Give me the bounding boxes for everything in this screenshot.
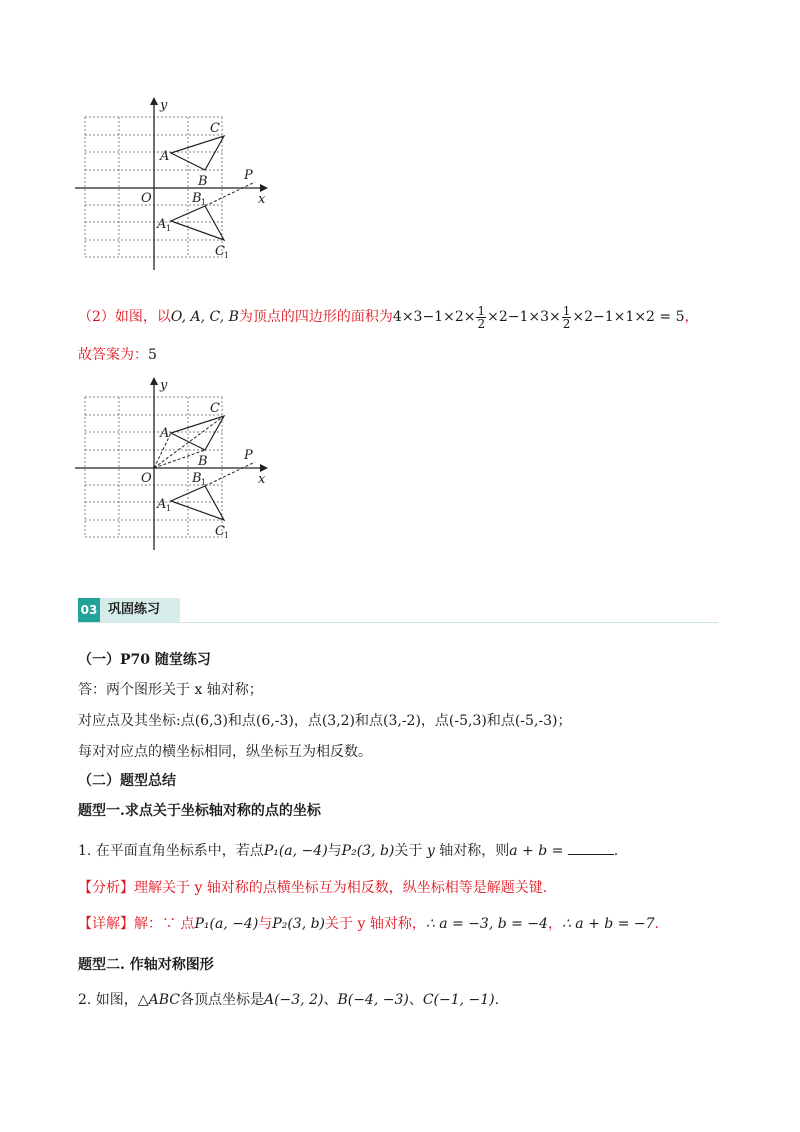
triangle-abc (171, 416, 224, 450)
q2-point-b: B(−4, −3) (337, 992, 409, 1008)
q2-point-c: C(−1, −1) (422, 992, 495, 1008)
detail-sym: 关于 y 轴对称， (325, 916, 426, 932)
question-1 (78, 840, 618, 861)
triangle-abc (171, 136, 224, 170)
coordinate-figure-1 (70, 95, 280, 275)
label-b1: B (192, 191, 202, 206)
expr-part-a: 4×3−1×2× (392, 309, 476, 325)
label-p: P (244, 448, 253, 463)
detail-point-p1: P₁(a, −4) (194, 916, 259, 932)
q1-and: 与 (327, 843, 342, 859)
q2-end: . (494, 992, 500, 1008)
q2-point-a: A(−3, 2) (263, 992, 324, 1008)
sub-b1: 1 (201, 478, 207, 487)
triangle-a1b1c1 (171, 486, 224, 520)
frac-den: 2 (477, 316, 486, 331)
label-a: A (160, 149, 170, 164)
type-1-heading: 题型一.求点关于坐标轴对称的点的坐标 (78, 803, 321, 819)
q2-mid: 各顶点坐标是 (179, 992, 264, 1008)
coordinate-figure-2 (70, 375, 280, 555)
answer-2-middle: 为顶点的四边形的面积为 (238, 309, 393, 325)
axes (75, 103, 260, 270)
answer-2-expr (392, 303, 685, 331)
frac-num: 1 (477, 303, 486, 318)
part-1-line-3: 每对对应点的横坐标相同，纵坐标互为相反数。 (78, 744, 372, 760)
sub-c1: 1 (224, 531, 230, 540)
label-b1: B (192, 471, 202, 486)
detail-point-p2: P₂(3, b) (272, 916, 326, 932)
q1-point-p2: P₂(3, b) (341, 843, 395, 859)
q1-point-p1: P₁(a, −4) (263, 843, 328, 859)
label-c1: C (215, 524, 225, 539)
analysis-line (78, 878, 547, 898)
label-o: O (141, 191, 152, 206)
y-axis-arrow (150, 377, 158, 385)
q2-prefix: 2. 如图， (78, 992, 138, 1008)
fraction-half-2 (562, 305, 572, 330)
label-b: B (198, 174, 208, 189)
sub-b1: 1 (201, 198, 207, 207)
detail-comma: ， (547, 916, 562, 932)
answer-2-prefix: （2）如图，以 (78, 309, 171, 325)
x-axis-arrow (260, 464, 268, 472)
q1-expr: a + b = (509, 843, 564, 859)
q2-sep-2: 、 (408, 992, 423, 1008)
detail-a: 解：∵ 点 (134, 916, 195, 932)
part-2-heading: （二）题型总结 (78, 773, 176, 789)
q2-triangle: △ABC (137, 992, 180, 1008)
section-number: 03 (78, 598, 100, 622)
label-c: C (210, 401, 220, 416)
label-b: B (198, 454, 208, 469)
frac-num: 1 (562, 303, 571, 318)
part-1-heading: （一）P70 随堂练习 (78, 652, 211, 668)
part-1-line-1: 答：两个图形关于 x 轴对称； (78, 682, 263, 698)
label-y: y (160, 98, 168, 113)
label-c: C (210, 121, 220, 136)
detail-end: . (654, 916, 659, 932)
sub-a1: 1 (166, 504, 172, 513)
analysis-text: 理解关于 y 轴对称的点横坐标互为相反数，纵坐标相等是解题关键. (134, 880, 548, 896)
section-divider (78, 622, 718, 623)
label-c1: C (215, 244, 225, 259)
q1-axis: y (426, 843, 435, 859)
detail-line (78, 914, 659, 934)
axes (75, 383, 260, 550)
answer-line (78, 345, 157, 365)
x-axis-arrow (260, 184, 268, 192)
answer-value: 5 (148, 347, 157, 363)
answer-2-vertices: O, A, C, B (170, 309, 239, 325)
q1-sym: 关于 (394, 843, 423, 859)
q1-end: . (613, 843, 619, 859)
label-p: P (244, 168, 253, 183)
label-a: A (160, 426, 170, 441)
label-a1: A (157, 497, 167, 512)
answer-2-line (78, 300, 699, 334)
label-x: x (258, 192, 266, 207)
section-title: 巩固练习 (100, 598, 180, 622)
part-1-line-2: 对应点及其坐标:点(6,3)和点(6,-3)，点(3,2)和点(3,-2)，点(-5,3)和点(-5,-3)； (78, 713, 572, 729)
label-o: O (141, 471, 152, 486)
label-y: y (160, 378, 168, 393)
q2-sep-1: 、 (323, 992, 338, 1008)
triangle-a1b1c1 (171, 206, 224, 240)
dashed-b1-p (205, 462, 255, 486)
detail-result-2: ∴ a + b = −7 (561, 916, 655, 932)
frac-den: 2 (562, 316, 571, 331)
analysis-tag: 【分析】 (78, 880, 134, 896)
sub-c1: 1 (224, 251, 230, 260)
fraction-half-1 (476, 305, 486, 330)
detail-and: 与 (258, 916, 273, 932)
expr-part-c: ×2−1×1×2 = 5 (572, 309, 685, 325)
section-header (78, 598, 180, 622)
detail-tag: 【详解】 (78, 916, 134, 932)
answer-blank (568, 840, 614, 855)
sub-a1: 1 (166, 224, 172, 233)
answer-label: 故答案为： (78, 347, 148, 363)
q1-prefix: 1. 在平面直角坐标系中，若点 (78, 843, 264, 859)
detail-result-1: ∴ a = −3, b = −4 (425, 916, 548, 932)
type-2-heading: 题型二. 作轴对称图形 (78, 957, 214, 973)
answer-2-suffix: ， (684, 309, 699, 325)
dashed-b1-p (205, 182, 255, 206)
label-x: x (258, 472, 266, 487)
q1-tail: 轴对称，则 (439, 843, 510, 859)
y-axis-arrow (150, 97, 158, 105)
label-a1: A (157, 217, 167, 232)
question-2 (78, 990, 499, 1010)
expr-part-b: ×2−1×3× (487, 309, 561, 325)
